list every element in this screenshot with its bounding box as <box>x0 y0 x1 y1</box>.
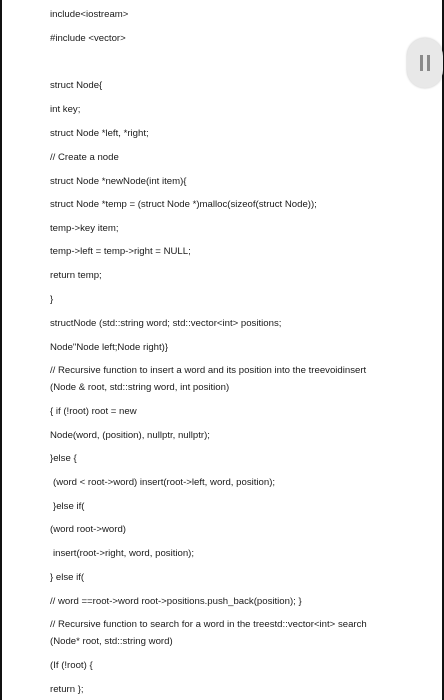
code-line: temp->left = temp->right = NULL; <box>50 246 191 257</box>
code-line: (Node & root, std::string word, int position) <box>50 382 230 393</box>
code-line: #include <vector> <box>50 33 126 44</box>
code-line: return }; <box>50 684 84 695</box>
code-line: { if (!root) root = new <box>50 406 137 417</box>
code-line: struct Node *temp = (struct Node *)malloc(sizeof(struct Node)); <box>50 199 317 210</box>
code-line: // Recursive function to search for a word in the treestd::vector<int> search <box>50 619 367 630</box>
code-line: // Recursive function to insert a word and its position into the treevoidinsert <box>50 365 367 376</box>
handle-bar <box>427 55 430 71</box>
code-line: structNode (std::string word; std::vector<int> positions; <box>50 318 282 329</box>
code-line: struct Node *left, *right; <box>50 128 149 139</box>
code-line: (If (!root) { <box>50 660 93 671</box>
code-line: }else if( <box>53 501 85 512</box>
code-line: struct Node{ <box>50 80 103 91</box>
code-line: Node"Node left;Node right)} <box>50 342 169 353</box>
code-line: include<iostream> <box>50 9 129 20</box>
code-line: }else { <box>50 453 77 464</box>
pause-bars-icon[interactable] <box>407 38 443 88</box>
code-line: (word root->word) <box>50 524 126 535</box>
code-line: // word ==root->word root->positions.push_back(position); } <box>50 596 302 607</box>
handle-bar <box>420 55 423 71</box>
code-line: insert(root->right, word, position); <box>53 548 195 559</box>
code-line: } else if( <box>50 572 85 583</box>
code-line: int key; <box>50 104 81 115</box>
code-line: Node(word, (position), nullptr, nullptr); <box>50 430 210 441</box>
code-line: return temp; <box>50 270 102 281</box>
code-line: (Node* root, std::string word) <box>50 636 173 647</box>
code-line: struct Node *newNode(int item){ <box>50 176 187 187</box>
code-line: (word < root->word) insert(root->left, word, position); <box>53 477 276 488</box>
code-line: temp->key item; <box>50 223 119 234</box>
code-line: // Create a node <box>50 152 119 163</box>
code-line: } <box>50 294 54 305</box>
